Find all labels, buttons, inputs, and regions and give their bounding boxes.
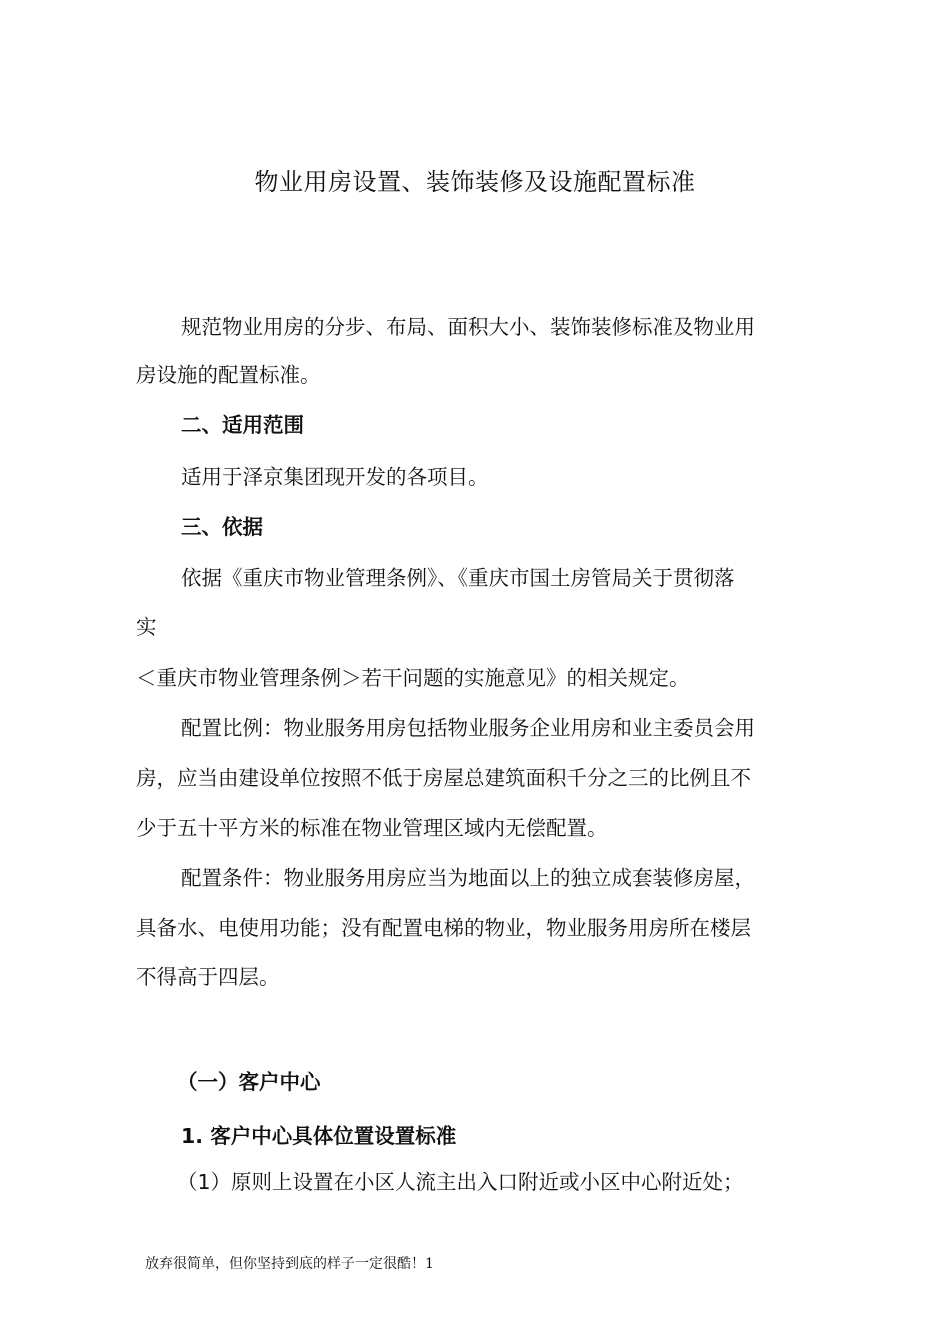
basis-line-2: 实 (136, 615, 157, 639)
conditions-line-1: 配置条件：物业服务用房应当为地面以上的独立成套装修房屋， (181, 866, 755, 890)
basis-line-3: ＜重庆市物业管理条例＞若干问题的实施意见》的相关规定。 (136, 666, 690, 690)
ratio-line-2: 房，应当由建设单位按照不低于房屋总建筑面积千分之三的比例且不 (136, 766, 751, 790)
customer-center-heading: （一）客户中心 (177, 1070, 321, 1094)
page-footer: 放弃很简单，但你坚持到底的样子一定很酷！1 (145, 1256, 434, 1272)
basis-heading: 三、依据 (181, 515, 263, 539)
customer-center-item-1: （1）原则上设置在小区人流主出入口附近或小区中心附近处； (177, 1170, 744, 1194)
ratio-line-1: 配置比例：物业服务用房包括物业服务企业用房和业主委员会用 (181, 716, 755, 740)
ratio-line-3: 少于五十平方米的标准在物业管理区域内无偿配置。 (136, 816, 608, 840)
basis-line-1: 依据《重庆市物业管理条例》、《重庆市国土房管局关于贯彻落 (181, 566, 735, 590)
customer-center-subheading: 1. 客户中心具体位置设置标准 (181, 1124, 457, 1148)
conditions-line-2: 具备水、电使用功能；没有配置电梯的物业，物业服务用房所在楼层 (136, 916, 751, 940)
conditions-line-3: 不得高于四层。 (136, 965, 280, 989)
scope-heading: 二、适用范围 (181, 413, 304, 437)
document-title: 物业用房设置、装饰装修及设施配置标准 (254, 168, 696, 196)
purpose-line-2: 房设施的配置标准。 (136, 363, 321, 387)
purpose-line-1: 规范物业用房的分步、布局、面积大小、装饰装修标准及物业用 (181, 315, 755, 339)
scope-text: 适用于泽京集团现开发的各项目。 (181, 465, 489, 489)
